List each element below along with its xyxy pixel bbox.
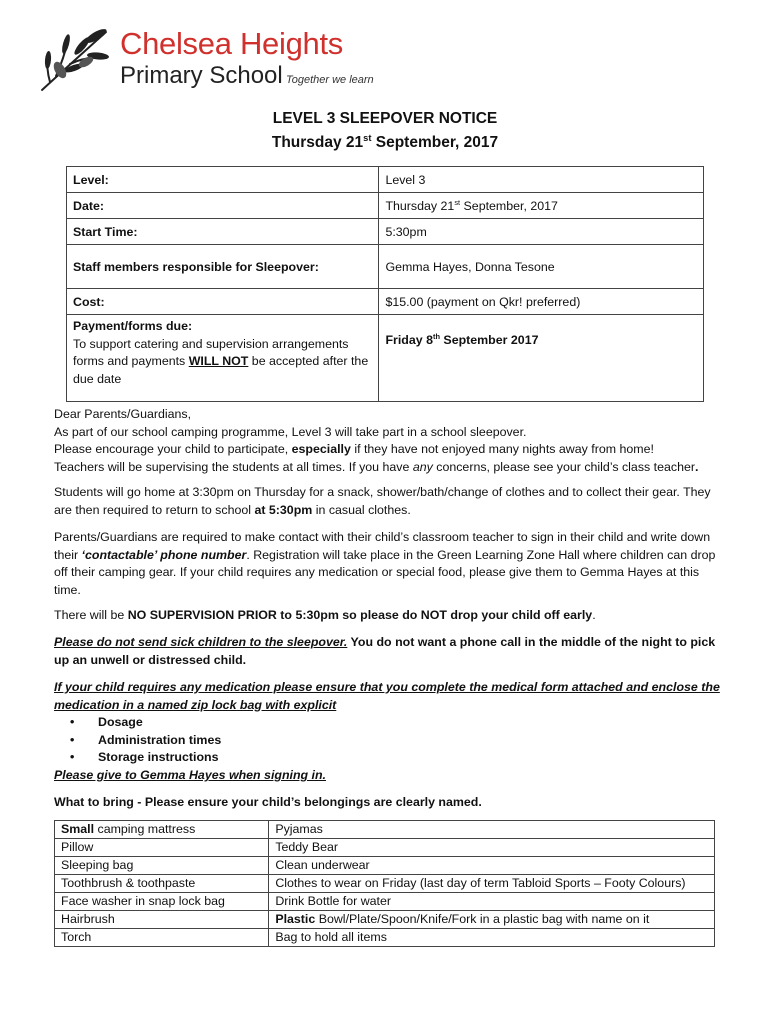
- payment-due-label: Payment/forms due:: [73, 319, 193, 333]
- table-row: Small camping mattress Pyjamas: [55, 821, 715, 839]
- date-value: Thursday 21st September, 2017: [379, 193, 704, 219]
- list-item: • Storage instructions: [70, 750, 219, 764]
- table-row: Face washer in snap lock bag Drink Bottle for water: [55, 893, 715, 911]
- level-value: Level 3: [379, 167, 704, 193]
- paragraph-medication: If your child requires any medication please ensure that you complete the medical form attached and enclose the medication in a named zip lock bag with explicit: [54, 680, 720, 712]
- school-type: Primary School: [120, 62, 283, 89]
- letter-intro: Dear Parents/Guardians, As part of our school camping programme, Level 3 will take part in a school sleepover. Please encourage your child to participate, especially if they have not enjoyed many nights away from home! Teachers will be supervising the students at all times. If you have any concerns, please see your child’s class teacher.: [54, 406, 724, 476]
- staff-value: Gemma Hayes, Donna Tesone: [379, 245, 704, 289]
- notice-title: LEVEL 3 SLEEPOVER NOTICE: [272, 110, 498, 127]
- start-time-label: Start Time:: [67, 219, 379, 245]
- school-logo-icon: [36, 18, 126, 98]
- cost-value: $15.00 (payment on Qkr! preferred): [379, 289, 704, 315]
- table-row: [67, 315, 704, 402]
- table-row: Toothbrush & toothpaste Clothes to wear on Friday (last day of term Tabloid Sports – Footy Colours): [55, 875, 715, 893]
- notice-date-title: Thursday 21st September, 2017: [271, 132, 499, 151]
- list-item: • Dosage: [70, 715, 143, 729]
- paragraph-registration: Parents/Guardians are required to make contact with their child’s classroom teacher to sign in their child and write down their ‘contactable’ phone number. Registration will take place in the Green Learning Zone Hall where children can drop off their camping gear. If your child requires any medication or special food, please give them to Gemma Hayes at this time.: [54, 530, 716, 597]
- school-name: Chelsea Heights: [120, 26, 343, 61]
- table-row: Pillow Teddy Bear: [55, 839, 715, 857]
- staff-label: Staff members responsible for Sleepover:: [67, 245, 379, 289]
- table-row: Sleeping bag Clean underwear: [55, 857, 715, 875]
- table-row: [67, 289, 704, 315]
- table-row: Hairbrush Plastic Bowl/Plate/Spoon/Knife/Fork in a plastic bag with name on it: [55, 911, 715, 929]
- table-row: [67, 245, 704, 289]
- paragraph-give-to: Please give to Gemma Hayes when signing in.: [54, 768, 326, 782]
- cost-label: Cost:: [67, 289, 379, 315]
- greeting: Dear Parents/Guardians,: [54, 407, 192, 421]
- what-to-bring-heading: What to bring - Please ensure your child’s belongings are clearly named.: [54, 795, 482, 809]
- school-tagline: Together we learn: [286, 74, 374, 86]
- paragraph-pickup: Students will go home at 3:30pm on Thursday for a snack, shower/bath/change of clothes and to collect their gear. They are then required to return to school at 5:30pm in casual clothes.: [54, 485, 711, 517]
- date-label: Date:: [67, 193, 379, 219]
- paragraph-sick-children: Please do not send sick children to the sleepover. You do not want a phone call in the middle of the night to pick up an unwell or distressed child.: [54, 635, 716, 667]
- start-time-value: 5:30pm: [379, 219, 704, 245]
- payment-due-cell: Payment/forms due: To support catering and supervision arrangements forms and payments WILL NOT be accepted after the due date: [67, 315, 379, 402]
- level-label: Level:: [67, 167, 379, 193]
- what-to-bring-table: [54, 820, 715, 947]
- list-item: • Administration times: [70, 733, 222, 747]
- paragraph-supervision: There will be NO SUPERVISION PRIOR to 5:30pm so please do NOT drop your child off early.: [54, 608, 596, 622]
- table-row: [67, 219, 704, 245]
- table-row: Torch Bag to hold all items: [55, 929, 715, 947]
- table-row: [67, 167, 704, 193]
- table-row: [67, 193, 704, 219]
- payment-due-value: Friday 8th September 2017: [379, 315, 704, 402]
- sleepover-info-table: [66, 166, 704, 402]
- school-header: [36, 18, 456, 98]
